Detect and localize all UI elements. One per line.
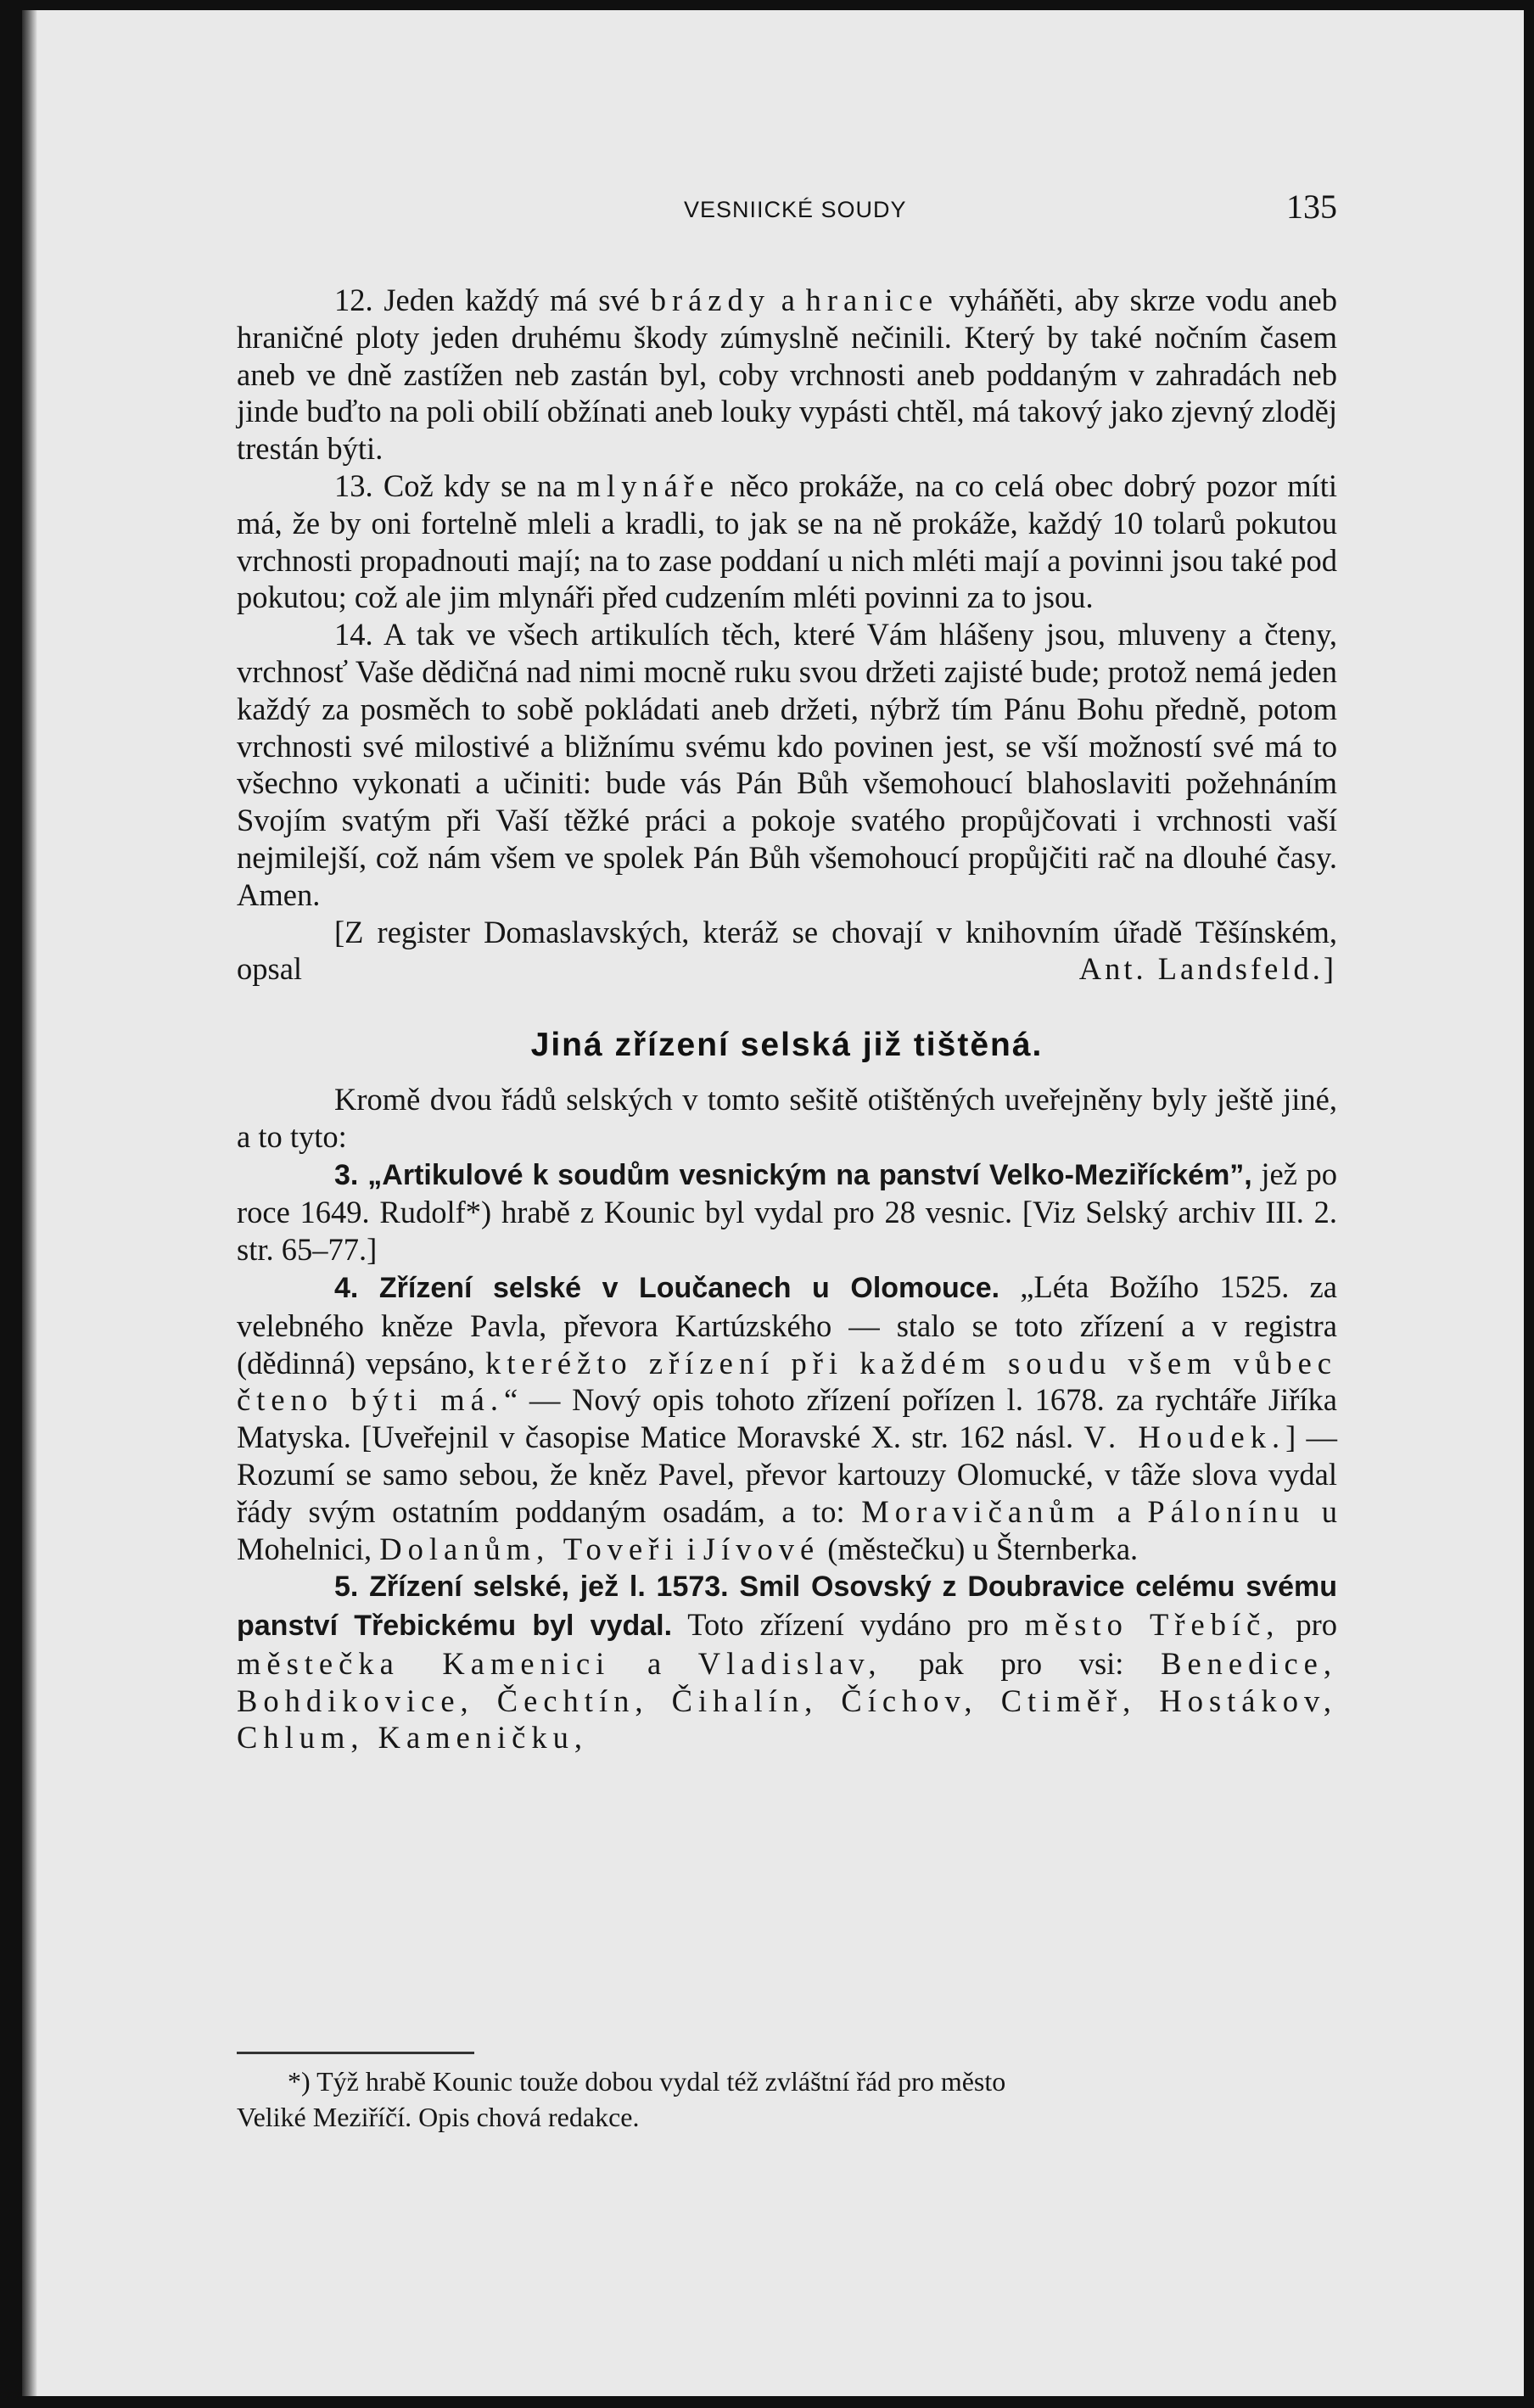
page-header [234,187,1337,238]
body-text [237,282,1337,1756]
page-edge-shadow [22,10,37,2396]
book-page [22,10,1524,2396]
footnote [237,2064,1337,2135]
footnote-rule [237,2052,474,2054]
paragraph-13: 13. Což kdy se na mlynáře něco prokáže, na co celá obec dobrý pozor míti má, že by oni fortelně mleli a kradli, to jak se na ně prokáže, každý 10 tolarů pokutou vrchnosti propadnouti mají; na to zase poddaní u nich mléti mají a povinni jsou také pod pokutou; což ale jim mlynáři před cudzením mléti povinni za to jsou. [237,468,1338,615]
paragraph-12: 12. Jeden každý má své brázdy a hranice vyháňěti, aby skrze vodu aneb hraničné ploty jeden druhému škody zúmyslně nečinili. Který by také nočním časem aneb ve dně zastížen neb zastán byl, coby vrchnosti aneb poddaným v zahradách neb jinde buďto na poli obilí obžínati aneb louky vypásti chtěl, má takový jako zjevný zloděj trestán býti. [237,283,1337,467]
source-note: [Z register Domaslavských, kteráž se chovají v knihovním úřadě Těšínském, opsal Ant. Landsfeld.] [237,914,1337,987]
footnote-line-1: *) Týž hrabě Kounic touže dobou vydal též zvláštní řád pro město [288,2066,1006,2097]
item-4: 4. Zřízení selské v Loučanech u Olomouce. „Léta Božího 1525. za velebného kněze Pavla, převora Kartúzského — stalo se toto zřízení a v registra (dědinná) vepsáno, kteréžto zřízení při každém soudu všem vůbec čteno býti má.“ — Nový opis tohoto zřízení pořízen l. 1678. za rychtáře Jiříka Matyska. [Uveřejnil v časopise Matice Moravské X. str. 162 násl. V. Houdek.] — Rozumí se samo sebou, že kněz Pavel, převor kartouzy Olomucké, v tâže slova vydal řády svým ostatním poddaným osadám, a to: Moravičanům a Pálonínu u Mohelnici, Dolanům, Toveři i Jívové (městečku) u Šternberka. [237,1268,1338,1566]
item-3: 3. „Artikulové k soudům vesnickým na panství Velko-Meziříckém”, jež po roce 1649. Rudolf*) hrabě z Kounic byl vydal pro 28 vesnic. [Viz Selský archiv III. 2. str. 65–77.] [237,1156,1337,1268]
intro-paragraph: Kromě dvou řádů selských v tomto sešitě otištěných uveřejněny byly ještě jiné, a to tyto: [237,1081,1337,1154]
page-number: 135 [1286,188,1337,226]
running-title: VESNIICKÉ SOUDY [684,197,907,222]
footnote-line-2: Veliké Meziříčí. Opis chová redakce. [237,2102,640,2132]
item-5: 5. Zřízení selské, jež l. 1573. Smil Osovský z Doubravice celému svému panství Třebickému byl vydal. Toto zřízení vydáno pro město Třebíč, pro městečka Kamenici a Vladislav, pak pro vsi: Benedice, Bohdikovice, Čechtín, Čihalín, Číchov, Ctiměř, Hostákov, Chlum, Kameničku, [237,1571,1338,1756]
paragraph-14: 14. A tak ve všech artikulích těch, které Vám hlášeny jsou, mluveny a čteny, vrchnosť Vaše dědičná nad nimi mocně ruku svou držeti zajisté bude; protož nemá jeden každý za posměch to sobě pokládati aneb držeti, nýbrž tím Pánu Bohu předně, potom vrchnosti své milostivé a bližnímu svému kdo povinen jest, se vší možností své má to všechno vykonati a učiniti: bude vás Pán Bůh všemohoucí blahoslaviti požehnáním Svojím svatým při Vaší těžké práci a pokoje svatého propůjčovati i vrchnosti vaší nejmilejší, což nám všem ve spolek Pán Bůh všemohoucí propůjčiti rač na dlouhé časy. Amen. [237,617,1337,912]
section-title: Jiná zřízení selská již tištěná. [530,1027,1044,1064]
